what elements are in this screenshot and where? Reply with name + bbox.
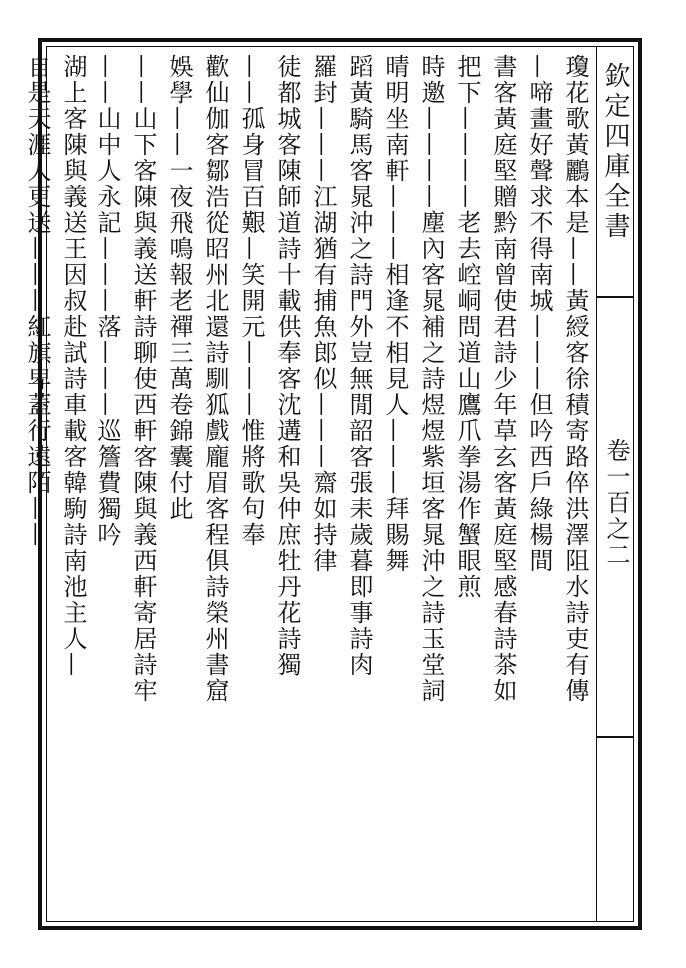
text-column: 書客黃庭堅贈黔南曾使君詩少年草玄客黃庭堅感春詩茶如	[489, 54, 517, 704]
text-column: 歡仙伽客鄒浩從昭州北還詩馴狐戲龐眉客程俱詩榮州書窟	[201, 54, 229, 704]
book-title: 欽定四庫全書	[600, 62, 630, 242]
text-column: 蹈黃騎馬客晁沖之詩門外豈無閒韶客張耒歲暮即事詩肉	[345, 54, 373, 678]
fish-tail-mark-bottom	[597, 736, 634, 752]
text-column: 自是天涯人更送———紅旗卑蓋行遠陌——	[23, 54, 51, 548]
text-column: ——山下客陳與義送軒詩聊使西軒客陳與義西軒寄居詩牢	[129, 54, 157, 704]
text-column: 羅封———江湖猶有捕魚郎似———齋如持律	[309, 54, 337, 574]
text-column: 娛學——一夜飛鳴報老禪三萬卷錦囊付此	[165, 54, 193, 522]
text-column: ——山中人永記———落———巡簷費獨吟	[93, 54, 121, 548]
text-column: 時邀————塵內客晁補之詩煜煜紫垣客晁沖之詩玉堂詞	[417, 54, 445, 704]
text-column: 湖上客陳與義送王因叔赴試詩車載客韓駒詩南池主人—	[59, 54, 87, 678]
text-column: —啼畫好聲求不得南城———但吟西戶綠楊間	[525, 54, 553, 574]
fish-tail-mark-top	[597, 296, 634, 312]
text-column: 徒都城客陳師道詩十載供奉客沈遘和吳仲庶牡丹花詩獨	[273, 54, 301, 678]
text-column: 把下————老去崆峒問道山鷹爪拳湯作蟹眼煎	[453, 54, 481, 600]
banner-column	[596, 46, 634, 922]
text-column: 晴明坐南軒———相逢不相見人———拜賜舞	[381, 54, 409, 574]
volume-label: 卷一百之二	[602, 438, 630, 568]
text-column: ——孤身冒百艱—笑開元———惟將歌句奉	[237, 54, 265, 548]
text-column: 瓊花歌黃鸝本是——黃綬客徐積寄路倅洪澤阻水詩吏有傳	[561, 54, 589, 704]
